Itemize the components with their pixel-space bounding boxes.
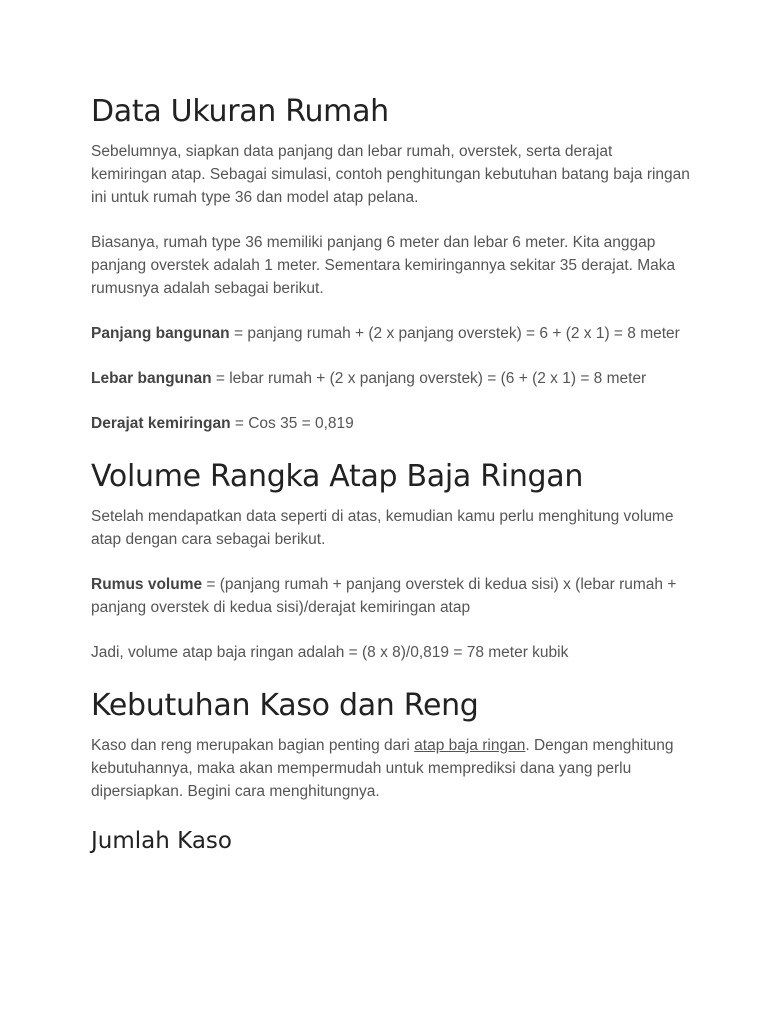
formula-lebar-bangunan [91, 367, 691, 390]
paragraph-volume-result: Jadi, volume atap baja ringan adalah = (8 x 8)/0,819 = 78 meter kubik [91, 644, 569, 661]
heading-jumlah-kaso: Jumlah Kaso [91, 828, 232, 854]
heading-data-ukuran-rumah: Data Ukuran Rumah [91, 94, 389, 129]
document-body [91, 92, 691, 857]
formula-label: Lebar bangunan [91, 370, 212, 387]
formula-rumus-volume [91, 573, 691, 619]
formula-label: Rumus volume [91, 576, 203, 593]
paragraph-intro: Sebelumnya, siapkan data panjang dan lebar rumah, overstek, serta derajat kemiringan atap. Sebagai simulasi, contoh penghitungan kebutuhan batang baja ringan ini untuk rumah type 36 dan model atap pelana. [91, 143, 690, 206]
formula-label: Panjang bangunan [91, 325, 230, 342]
paragraph-house-type: Biasanya, rumah type 36 memiliki panjang 6 meter dan lebar 6 meter. Kita anggap panjang overstek adalah 1 meter. Sementara kemiringannya sekitar 35 derajat. Maka rumusnya adalah sebagai berikut. [91, 234, 676, 297]
formula-label: Derajat kemiringan [91, 415, 231, 432]
heading-volume-rangka: Volume Rangka Atap Baja Ringan [91, 459, 584, 494]
formula-text: = (panjang rumah + panjang overstek di kedua sisi) x (lebar rumah + panjang overstek di kedua sisi)/derajat kemiringan atap [91, 576, 677, 616]
formula-text: = panjang rumah + (2 x panjang overstek) = 6 + (2 x 1) = 8 meter [229, 325, 680, 342]
text-after-link: . Dengan menghitung kebutuhannya, maka akan mempermudah untuk memprediksi dana yang perlu dipersiapkan. Begini cara menghitungnya. [91, 737, 674, 800]
paragraph-volume-intro: Setelah mendapatkan data seperti di atas, kemudian kamu perlu menghitung volume atap dengan cara sebagai berikut. [91, 508, 674, 548]
text-before-link: Kaso dan reng merupakan bagian penting dari [91, 737, 415, 754]
heading-kebutuhan-kaso: Kebutuhan Kaso dan Reng [91, 688, 479, 723]
formula-panjang-bangunan [91, 322, 691, 345]
link-atap-baja-ringan[interactable]: atap baja ringan [414, 737, 526, 754]
formula-text: = Cos 35 = 0,819 [230, 415, 354, 432]
paragraph-kaso-intro [91, 734, 691, 803]
formula-derajat-kemiringan [91, 412, 691, 435]
formula-text: = lebar rumah + (2 x panjang overstek) = (6 + (2 x 1) = 8 meter [211, 370, 647, 387]
